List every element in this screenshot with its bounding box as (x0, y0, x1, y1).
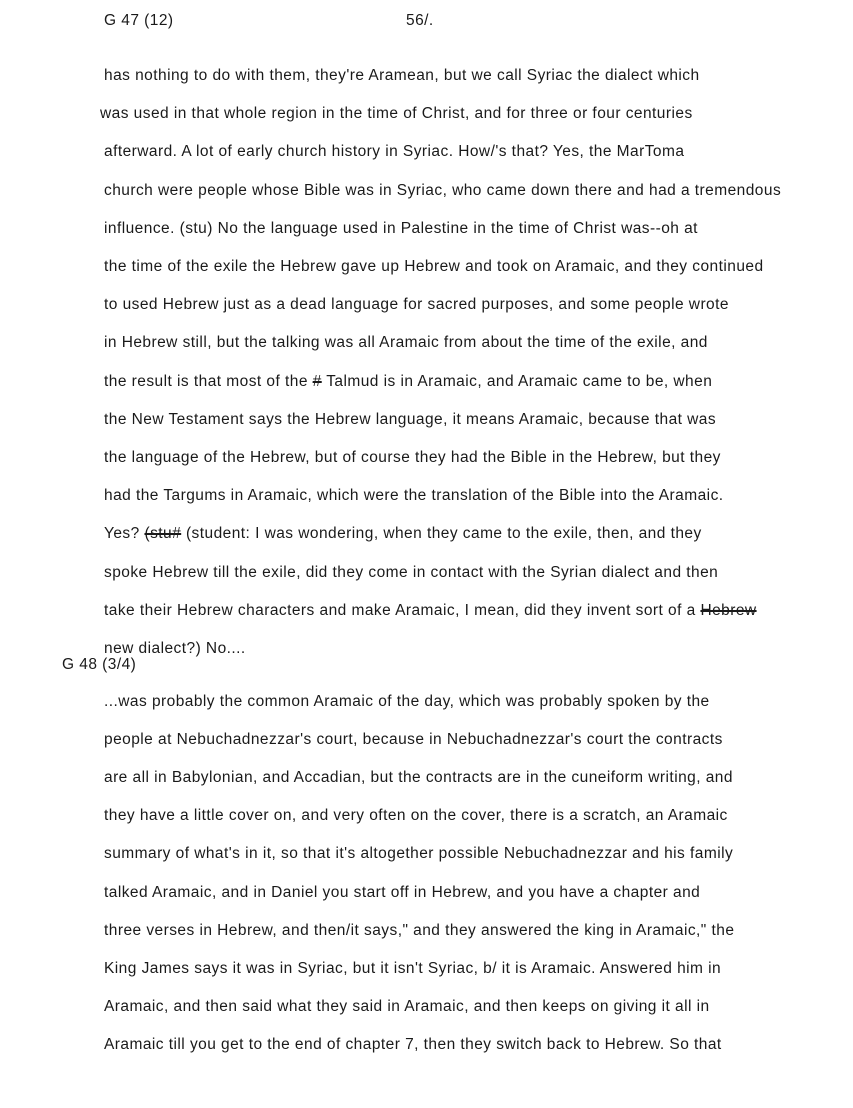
text-line (104, 219, 698, 239)
text-segment: King James says it was in Syriac, but it isn't Syriac, b/ it is Aramaic. Answered him in (104, 959, 722, 977)
text-line (104, 66, 700, 86)
section-header: G 47 (12) (104, 12, 174, 29)
struck-text: # (312, 372, 322, 390)
text-line (104, 333, 708, 353)
page-number: 56/. (406, 12, 434, 29)
text-line (104, 448, 721, 468)
text-segment: was used in that whole region in the time of Christ, and for three or four centuries (100, 105, 693, 123)
text-segment: Yes? (104, 525, 145, 543)
text-segment: had the Targums in Aramaic, which were the translation of the Bible into the Aramaic. (104, 487, 724, 505)
text-line (104, 257, 764, 277)
text-line (104, 768, 733, 788)
text-segment: summary of what's in it, so that it's altogether possible Nebuchadnezzar and his family (104, 845, 734, 863)
text-line (104, 486, 724, 506)
text-line (104, 806, 728, 826)
text-segment: the New Testament says the Hebrew language, it means Aramaic, because that was (104, 410, 717, 428)
text-segment: (student: I was wondering, when they came to the exile, then, and they (181, 525, 702, 543)
text-segment: the time of the exile the Hebrew gave up Hebrew and took on Aramaic, and they continued (104, 258, 764, 275)
text-line (104, 142, 684, 162)
text-line (104, 997, 710, 1017)
section-label: G 48 (3/4) (62, 656, 137, 673)
text-segment: three verses in Hebrew, and then/it says," and they answered the king in Aramaic," the (104, 921, 735, 939)
text-segment: the language of the Hebrew, but of course they had the Bible in the Hebrew, but they (104, 449, 721, 466)
text-line (104, 181, 781, 201)
text-segment: to used Hebrew just as a dead language for sacred purposes, and some people wrote (104, 296, 729, 314)
text-segment: Aramaic, and then said what they said in Aramaic, and then keeps on giving it all in (104, 997, 710, 1015)
text-line (104, 295, 729, 315)
text-line (104, 410, 716, 430)
text-segment: in Hebrew still, but the talking was all Aramaic from about the time of the exile, and (104, 334, 708, 352)
text-segment: talked Aramaic, and in Daniel you start off in Hebrew, and you have a chapter and (104, 883, 701, 901)
text-segment: they have a little cover on, and very often on the cover, there is a scratch, an Aramaic (104, 807, 728, 825)
text-segment: has nothing to do with them, they're Aramean, but we call Syriac the dialect which (104, 67, 700, 84)
text-line (104, 1035, 722, 1055)
text-segment: church were people whose Bible was in Syriac, who came down there and had a tremendous (104, 181, 782, 199)
text-segment: the result is that most of the (104, 372, 313, 390)
text-segment: new dialect?) No.... (104, 640, 246, 657)
text-segment: take their Hebrew characters and make Aramaic, I mean, did they invent sort of a (104, 601, 701, 619)
text-segment: afterward. A lot of early church history in Syriac. How/'s that? Yes, the MarToma (104, 143, 685, 161)
text-line (104, 601, 757, 621)
text-line (104, 844, 733, 864)
text-line (104, 921, 734, 941)
text-segment: people at Nebuchadnezzar's court, because in Nebuchadnezzar's court the contracts (104, 731, 723, 749)
text-segment: are all in Babylonian, and Accadian, but the contracts are in the cuneiform writing, and (104, 769, 733, 787)
text-line (104, 372, 712, 392)
text-segment: spoke Hebrew till the exile, did they come in contact with the Syrian dialect and then (104, 563, 719, 581)
text-segment: Talmud is in Aramaic, and Aramaic came to be, when (321, 372, 713, 390)
text-line (104, 692, 710, 712)
text-segment: ...was probably the common Aramaic of the day, which was probably spoken by the (104, 693, 710, 710)
text-line (104, 524, 702, 544)
text-line (104, 883, 700, 903)
struck-text: Hebrew (700, 601, 757, 619)
text-segment: Aramaic till you get to the end of chapter 7, then they switch back to Hebrew. So that (104, 1035, 722, 1053)
text-line (104, 730, 723, 750)
struck-text: (stu# (144, 525, 182, 543)
text-segment: influence. (stu) No the language used in Palestine in the time of Christ was--oh at (104, 219, 698, 237)
text-line (104, 959, 721, 979)
text-line (104, 563, 718, 583)
text-line (100, 104, 693, 124)
